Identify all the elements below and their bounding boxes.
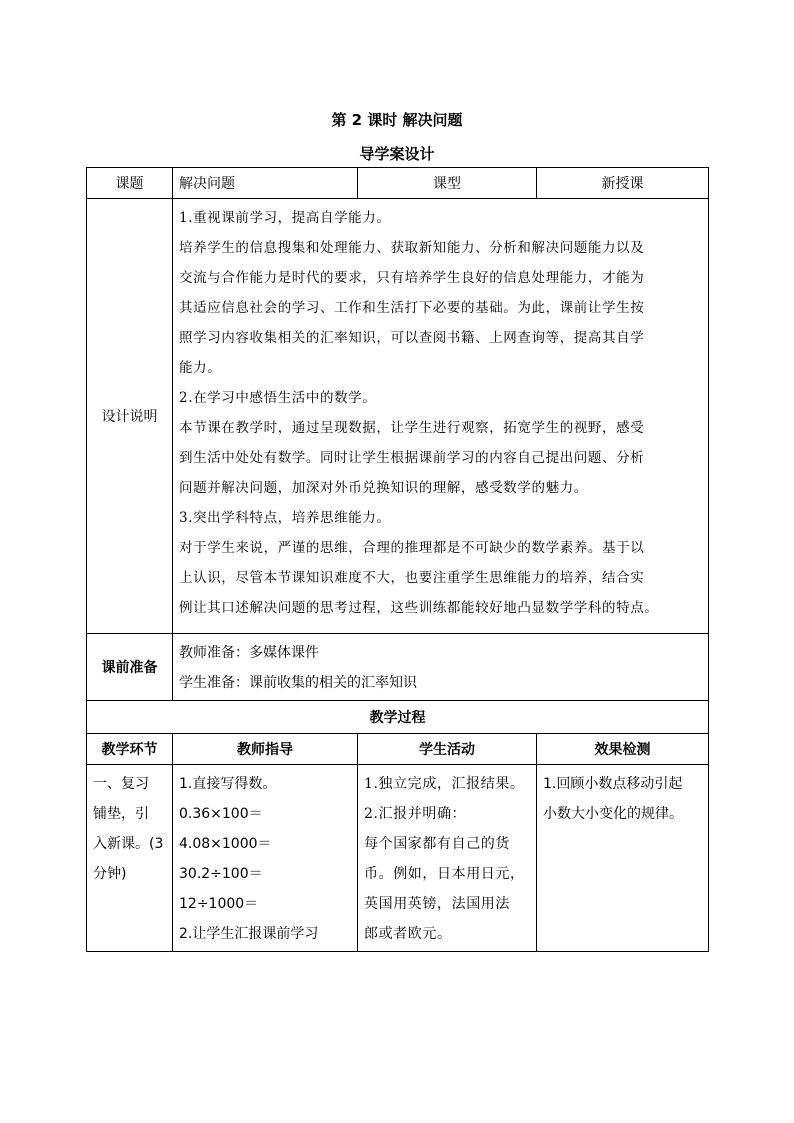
design-line: 照学习内容收集相关的汇率知识，可以查阅书籍、上网查询等，提高其自学	[179, 330, 645, 346]
design-line: 1.重视课前学习，提高自学能力。	[179, 210, 391, 226]
student-line: 郎或者欧元。	[364, 926, 452, 942]
design-text	[179, 203, 702, 623]
teacher-line: 30.2÷100＝	[179, 866, 263, 882]
student-line: 每个国家都有自己的货	[364, 836, 510, 852]
lesson-plan-table	[86, 167, 709, 952]
design-content	[173, 199, 709, 634]
student-line: 英国用英镑，法国用法	[364, 896, 510, 912]
teacher-cell	[173, 765, 358, 952]
prep-line-teacher: 教师准备：多媒体课件	[179, 645, 319, 661]
design-line: 到生活中处处有数学。同时让学生根据课前学习的内容自己提出问题、分析	[179, 450, 645, 466]
student-line: 币。例如，日本用日元，	[364, 866, 525, 882]
student-line: 1.独立完成，汇报结果。	[364, 776, 525, 792]
design-line: 2.在学习中感悟生活中的数学。	[179, 390, 377, 406]
check-cell	[537, 765, 709, 952]
design-line: 本节课在教学时，通过呈现数据，让学生进行观察，拓宽学生的视野，感受	[179, 420, 645, 436]
column-header: 教学环节	[87, 734, 173, 765]
stage-line: 分钟)	[93, 866, 127, 882]
design-line: 问题并解决问题，加深对外币兑换知识的理解，感受数学的魅力。	[179, 480, 588, 496]
topic-value: 解决问题	[173, 168, 358, 199]
process-header-row	[87, 734, 709, 765]
prep-line-student: 学生准备：课前收集的相关的汇率知识	[179, 675, 417, 691]
design-row	[87, 199, 709, 634]
stage-cell	[87, 765, 173, 952]
design-line: 3.突出学科特点，培养思维能力。	[179, 510, 391, 526]
stage-line: 一、复习	[93, 776, 149, 792]
teacher-line: 4.08×1000＝	[179, 836, 272, 852]
stage-line: 铺垫，引	[93, 806, 149, 822]
process-title: 教学过程	[87, 701, 709, 734]
teacher-line: 0.36×100＝	[179, 806, 263, 822]
prep-row	[87, 634, 709, 701]
column-header: 效果检测	[537, 734, 709, 765]
prep-content	[173, 634, 709, 701]
stage-line: 入新课。(3	[93, 836, 164, 852]
teacher-line: 2.让学生汇报课前学习	[179, 926, 319, 942]
student-line: 2.汇报并明确：	[364, 806, 467, 822]
design-line: 能力。	[179, 360, 222, 376]
info-row	[87, 168, 709, 199]
process-title-row	[87, 701, 709, 734]
column-header: 教师指导	[173, 734, 358, 765]
type-value: 新授课	[537, 168, 709, 199]
design-line: 上认识，尽管本节课知识难度不大，也要注重学生思维能力的培养，结合实	[179, 570, 645, 586]
design-line: 培养学生的信息搜集和处理能力、获取新知能力、分析和解决问题能力以及	[179, 240, 645, 256]
check-line: 1.回顾小数点移动引起	[543, 776, 683, 792]
check-line: 小数大小变化的规律。	[543, 806, 683, 822]
process-row	[87, 765, 709, 952]
teacher-line: 12÷1000＝	[179, 896, 259, 912]
design-line: 例让其口述解决问题的思考过程，这些训练都能较好地凸显数学学科的特点。	[179, 600, 659, 616]
design-line: 其适应信息社会的学习、工作和生活打下必要的基础。为此，课前让学生按	[179, 300, 645, 316]
column-header: 学生活动	[358, 734, 537, 765]
design-label: 设计说明	[87, 199, 173, 634]
prep-label: 课前准备	[87, 634, 173, 701]
topic-label: 课题	[87, 168, 173, 199]
design-line: 对于学生来说，严谨的思维，合理的推理都是不可缺少的数学素养。基于以	[179, 540, 645, 556]
teacher-line: 1.直接写得数。	[179, 776, 277, 792]
student-cell	[358, 765, 537, 952]
lesson-title: 第 2 课时 解决问题	[331, 111, 463, 129]
design-line: 交流与合作能力是时代的要求，只有培养学生良好的信息处理能力，才能为	[179, 270, 645, 286]
type-label: 课型	[358, 168, 537, 199]
document-subtitle: 导学案设计	[359, 145, 435, 163]
